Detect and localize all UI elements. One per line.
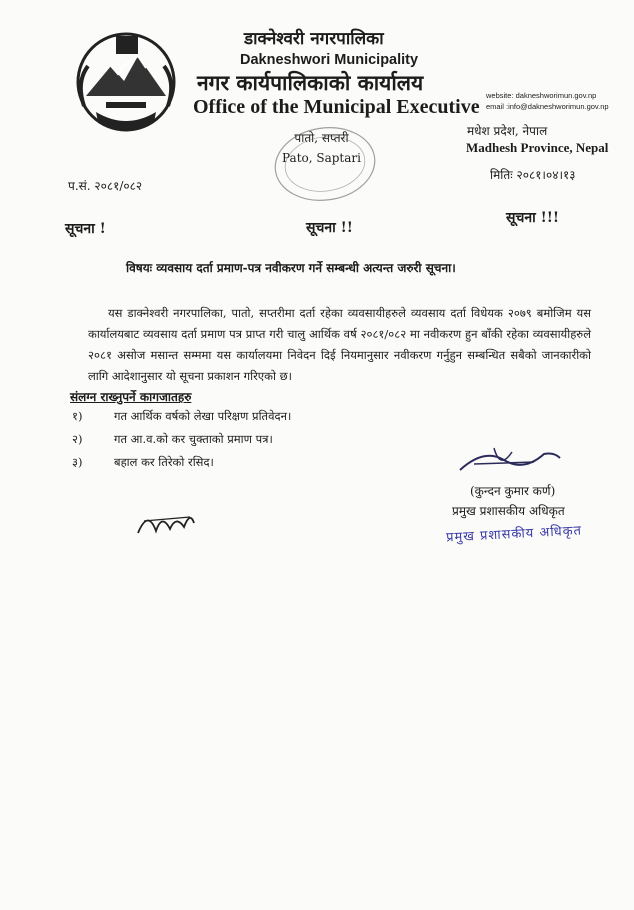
signatory-stamp: प्रमुख प्रशासकीय अधिकृत: [445, 523, 583, 546]
address-en: Pato, Saptari: [282, 151, 361, 165]
municipality-emblem: [66, 26, 186, 140]
signature: [454, 440, 564, 480]
address-np: पातो, सप्तरी: [294, 131, 349, 145]
office-stamp: [270, 124, 380, 206]
website-text: website: dakneshworimun.gov.np: [486, 91, 597, 100]
reference-number: प.सं. २०८१/०८२: [68, 179, 143, 193]
list-item: [72, 428, 291, 451]
municipality-name-en: Dakneshwori Municipality: [240, 52, 419, 68]
province-np: मधेश प्रदेश, नेपाल: [467, 124, 548, 138]
notice-heading-2: सूचना !!: [306, 220, 353, 236]
signatory-name: (कुन्दन कुमार कर्ण): [470, 484, 556, 498]
notice-heading-3: सूचना !!!: [506, 210, 560, 226]
email-text: email :info@dakneshworimun.gov.np: [486, 102, 609, 111]
office-name-np: नगर कार्यपालिकाको कार्यालय: [197, 70, 424, 95]
handwritten-initial: [134, 503, 198, 541]
list-item-text: बहाल कर तिरेको रसिद।: [114, 455, 214, 469]
subject-line: विषयः व्यवसाय दर्ता प्रमाण-पत्र नवीकरण गर्ने सम्बन्धी अत्यन्त जरुरी सूचना।: [126, 261, 456, 275]
municipality-name-np: डाक्नेश्वरी नगरपालिका: [244, 29, 384, 49]
list-item-number: २): [72, 432, 83, 446]
attachments-list: [72, 405, 291, 474]
signatory-title: प्रमुख प्रशासकीय अधिकृत: [452, 504, 565, 518]
list-item: [72, 451, 291, 474]
contact-block: [486, 90, 609, 112]
province-en: Madhesh Province, Nepal: [466, 140, 609, 155]
notice-heading-1: सूचना !: [65, 221, 106, 237]
attachments-title: संलग्न राख्नुपर्ने कागजातहरु: [70, 390, 192, 404]
list-item-text: गत आर्थिक वर्षको लेखा परिक्षण प्रतिवेदन।: [114, 409, 292, 423]
office-name-en: Office of the Municipal Executive: [193, 96, 480, 118]
list-item-number: १): [72, 409, 83, 423]
notice-body: यस डाक्नेश्वरी नगरपालिका, पातो, सप्तरीमा दर्ता रहेका व्यवसायीहरुले व्यवसाय दर्ता विधेयक २०७९ बमोजिम यस कार्यालयबाट व्यवसाय दर्ता प्रमाण पत्र प्राप्त गरी चालु आर्थिक वर्ष २०८१/०८२ मा नवीकरण हुन बाँकी रहेका व्यवसायीहरुले २०८१ असोज मसान्त सम्ममा यस कार्यालयमा निवेदन दिई नियमानुसार नवीकरण गर्नुहुन सम्बन्धित सबैको जानकारीको लागि आदेशानुसार यो सूचना प्रकाशन गरिएको छ।: [88, 306, 591, 383]
list-item-text: गत आ.व.को कर चुक्ताको प्रमाण पत्र।: [114, 432, 273, 446]
list-item-number: ३): [72, 455, 83, 469]
document-date: मितिः २०८१।०४।१३: [490, 168, 576, 182]
list-item: [72, 405, 291, 428]
